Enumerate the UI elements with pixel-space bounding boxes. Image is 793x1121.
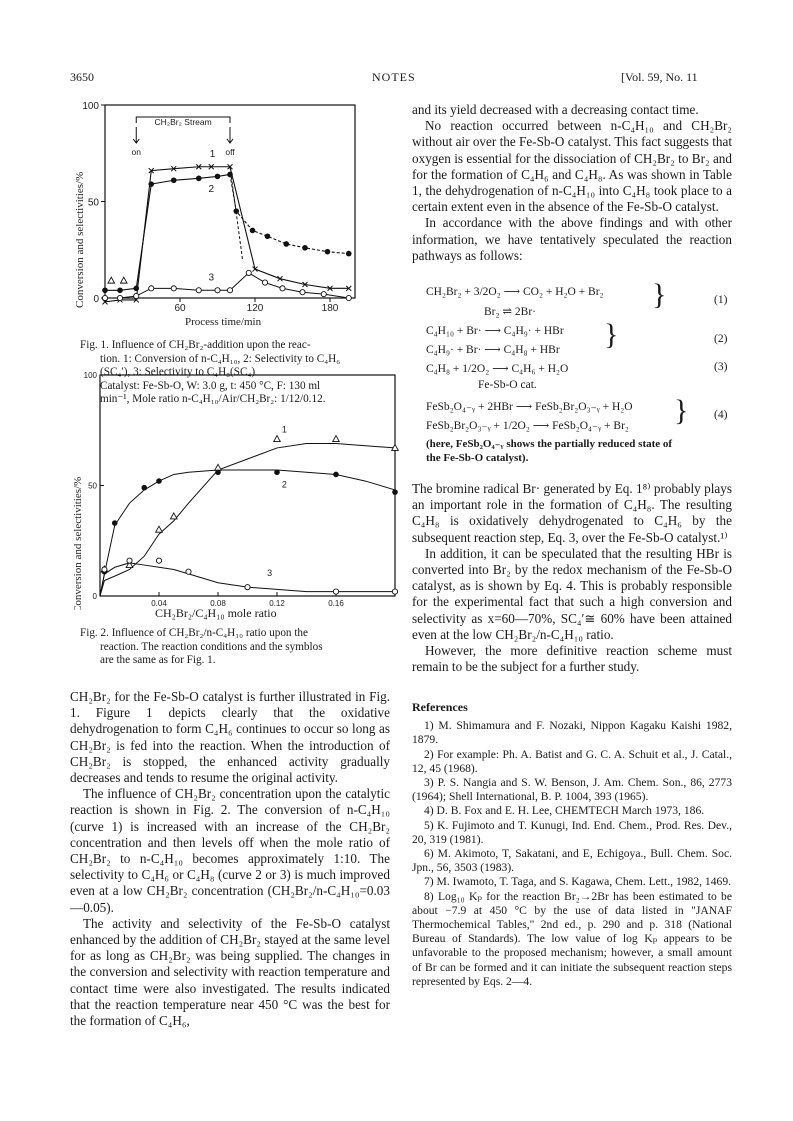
series-2-point — [141, 485, 147, 491]
series-3-point — [245, 585, 250, 590]
fig1-y-tick-label: 50 — [87, 197, 99, 209]
series-3-point — [246, 270, 251, 275]
series-3-point — [280, 286, 285, 291]
series-1-point — [170, 513, 177, 519]
caption-line: Catalyst: Fe-Sb-O, W: 3.0 g, t: 450 °C, F: 130 ml — [100, 379, 321, 392]
off-label: off — [225, 147, 235, 157]
fig1-x-tick-label: 180 — [321, 303, 339, 314]
brace: } — [652, 278, 667, 311]
equation-catalyst-label: Fe-Sb-O cat. — [478, 379, 537, 391]
series-2-label: 2 — [281, 479, 287, 490]
equation-note: (here, FeSb₂O₄₋ᵧ shows the partially reduced state of — [426, 438, 673, 450]
caption-line: min⁻¹, Mole ratio n-C₄H₁₀/Air/CH₂Br₂: 1/12/0.12. — [100, 393, 326, 406]
reference-item: 1) M. Shimamura and F. Nozaki, Nippon Kagaku Kaishi 1982, 1879. — [412, 719, 732, 747]
series-2-point — [102, 287, 108, 293]
fig2-y-tick-label: 50 — [88, 481, 97, 491]
equation-number: (3) — [714, 361, 728, 373]
series-1-line — [105, 167, 349, 302]
right-column-text-top — [412, 102, 732, 264]
reference-item: 6) M. Akimoto, T, Sakatani, and E, Echigoya., Bull. Chem. Soc. Jpn., 56, 3503 (1983). — [412, 847, 732, 875]
caption-line: Fig. 2. Influence of CH₂Br₂/n-C₄H₁₀ ratio upon the — [80, 627, 308, 639]
brace: } — [604, 318, 619, 351]
fig2-x-tick-label: 0.12 — [269, 599, 285, 608]
figure-2 — [65, 370, 400, 610]
series-3-point — [262, 280, 267, 285]
series-3-point — [392, 589, 397, 594]
series-2-point — [274, 469, 280, 475]
figure-2-caption — [80, 627, 378, 668]
paragraph: The bromine radical Br· generated by Eq. 1⁸⁾ probably plays an important role in the formation of C₄H₈. The resulting C₄H₈ is oxidatively dehydrogenated to C₄H₆ by the subsequent reaction step, Eq. 3, over the Fe-Sb-O catalyst.¹⁾ — [412, 481, 732, 545]
fig1-x-tick-label: 60 — [174, 303, 186, 314]
equation-number: (1) — [714, 294, 728, 306]
series-3-point — [127, 558, 132, 563]
caption-line: tion. 1: Conversion of n-C₄H₁₀, 2: Selectivity to C₄H₆ — [100, 352, 341, 365]
paragraph: No reaction occurred between n-C₄H₁₀ and CH₂Br₂ without air over the Fe-Sb-O catalyst. This fact suggests that oxygen is essential for the dissociation of CH₂Br₂ to Br₂ and for the formation of C₄H₆ and C₄H₈. As was shown in Table 1, the dehydrogenation of n-C₄H₁₀ into C₄H₈ took place to a certain extent even in the absence of the Fe-Sb-O catalyst. — [412, 118, 732, 215]
brace: } — [674, 394, 689, 427]
series-1-point — [120, 277, 127, 283]
series-3-point — [171, 286, 176, 291]
series-2-point — [346, 251, 352, 257]
section-title: NOTES — [372, 70, 416, 84]
reference-item: 3) P. S. Nangia and S. W. Benson, J. Am. Chem. Son., 86, 2773 (1964); Shell International, B. P. 1004, 393 (1965). — [412, 776, 732, 804]
series-3-point — [196, 288, 201, 293]
equation-line: C₄H₉· + Br· ⟶ C₄H₈ + HBr — [426, 344, 560, 356]
caption-line: reaction. The reaction conditions and the symblos — [100, 640, 323, 653]
right-column-text-bottom — [412, 481, 732, 675]
series-3-point — [134, 293, 139, 298]
series-2-point — [302, 245, 308, 251]
series-2-point — [148, 181, 154, 187]
paragraph: In addition, it can be speculated that the resulting HBr is converted into Br₂ by the redox mechanism of the Fe-Sb-O catalyst, as is shown by Eq. 4. This is probably responsible for the experimental fact that such a high conversion and selectivity as x=60—70%, SC₄′≅ 60% have been attained even at the low CH₂Br₂/n-C₄H₁₀ ratio. — [412, 545, 732, 642]
series-2-point — [333, 472, 339, 478]
left-column-text — [70, 689, 390, 1029]
fig2-x-tick-label: 0.08 — [210, 599, 226, 608]
volume-info: [Vol. 59, No. 11 — [621, 70, 698, 84]
series-2-point — [215, 469, 221, 475]
figure-1 — [65, 100, 365, 325]
equation-number: (2) — [714, 333, 728, 345]
paragraph: However, the more definitive reaction scheme must remain to be the subject for a further study. — [412, 643, 732, 675]
series-1-point — [215, 464, 222, 470]
series-1-point — [156, 526, 163, 532]
series-2-point — [215, 174, 221, 180]
series-1-point — [274, 436, 281, 442]
series-3-point — [186, 569, 191, 574]
series-2-point — [227, 172, 233, 178]
fig1-y-tick-label: 100 — [82, 101, 99, 112]
fig2-y-axis-label: Conversion and selectivities/% — [72, 476, 84, 610]
series-3-point — [215, 288, 220, 293]
series-1-label: 1 — [209, 149, 216, 161]
series-2-point — [117, 287, 123, 293]
reference-item: 8) Log₁₀ Kₚ for the reaction Br₂→2Br has been estimated to be about −7.9 at 450 °C by the use of data listed in "JANAF Thermochemical Tables," 2nd ed., p. 290 and p. 318 (National Bureau of Standards). The low value of log Kₚ appears to be unfavorable to the proposed mechanism; however, a small amount of Br can be formed and it can initiate the subsequent reaction steps represented by Eqs. 2—4. — [412, 889, 732, 988]
figure-2-chart — [65, 370, 400, 610]
series-3-point — [300, 290, 305, 295]
series-2-point — [250, 228, 256, 234]
page-number: 3650 — [70, 70, 94, 84]
series-3-point — [321, 292, 326, 297]
series-3-point — [117, 295, 122, 300]
series-3-point — [102, 295, 107, 300]
series-3-line — [100, 563, 395, 596]
equation-line: FeSb₂O₄₋ᵧ + 2HBr ⟶ FeSb₂Br₂O₃₋ᵧ + H₂O — [426, 401, 633, 413]
on-label: on — [131, 147, 141, 157]
series-2-point — [171, 177, 177, 183]
series-2-point — [196, 176, 202, 182]
series-2-point — [392, 489, 398, 495]
reference-item: 5) K. Fujimoto and T. Kunugi, Ind. End. Chem., Prod. Res. Dev., 20, 319 (1981). — [412, 818, 732, 846]
paragraph: CH₂Br₂ for the Fe-Sb-O catalyst is further illustrated in Fig. 1. Figure 1 depicts clearly that the oxidative dehydrogenation to form C₄H₆ continues to occur so long as CH₂Br₂ is fed into the reaction. When the introduction of CH₂Br₂ is stopped, the enhanced activity gradually decreases and tends to resume the original activity. — [70, 689, 390, 786]
paragraph: The activity and selectivity of the Fe-Sb-O catalyst enhanced by the addition of CH₂Br₂ stayed at the same level for as long as CH₂Br₂ was being supplied. The changes in the conversion and selectivity with reaction temperature and contact time were also investigated. The results indicated that the reaction temperature near 450 °C was the best for the formation of C₄H₆, — [70, 915, 390, 1029]
series-2-point — [156, 478, 162, 484]
series-1-line — [100, 444, 395, 596]
off-arrow-icon — [227, 127, 233, 143]
fig2-y-tick-label: 0 — [92, 592, 97, 601]
series-3-label: 3 — [267, 568, 273, 579]
fig2-x-tick-label: 0.16 — [328, 599, 344, 608]
series-1-decay-line — [230, 167, 243, 260]
reference-item: 7) M. Iwamoto, T. Taga, and S. Kagawa, Chem. Lett., 1982, 1469. — [424, 875, 732, 889]
equation-line: C₄H₈ + 1/2O₂ ⟶ C₄H₆ + H₂O — [426, 363, 569, 375]
reference-item: 2) For example: Ph. A. Batist and G. C. A. Schuit et al., J. Catal., 12, 45 (1968). — [412, 747, 732, 775]
equation-line: C₄H₁₀ + Br· ⟶ C₄H₉· + HBr — [426, 325, 564, 337]
series-3-label: 3 — [208, 272, 215, 284]
series-3-point — [156, 558, 161, 563]
reference-item: 4) D. B. Fox and E. H. Lee, CHEMTECH March 1973, 186. — [424, 804, 705, 818]
series-3-point — [227, 288, 232, 293]
series-2-point — [112, 520, 118, 526]
series-2-point — [133, 286, 139, 292]
fig2-x-axis-label: CH₂Br₂/C₄H₁₀ mole ratio — [155, 606, 277, 620]
paragraph: and its yield decreased with a decreasing contact time. — [412, 102, 699, 117]
equation-number: (4) — [714, 409, 728, 421]
series-3-point — [346, 295, 351, 300]
fig1-y-tick-label: 0 — [93, 294, 99, 305]
caption-line: (SC₄′), 3: Selectivity to C₄H₈(SC₄) — [100, 366, 256, 379]
series-3-point — [102, 567, 107, 572]
series-2-label: 2 — [208, 183, 215, 195]
fig1-x-tick-label: 120 — [246, 303, 264, 314]
references-title: References — [412, 700, 468, 714]
equation-note: the Fe-Sb-O catalyst). — [426, 452, 529, 464]
series-2-point — [283, 241, 289, 247]
series-3-point — [333, 589, 338, 594]
on-arrow-icon — [133, 127, 139, 143]
series-1-point — [108, 277, 115, 283]
equation-line: CH₂Br₂ + 3/2O₂ ⟶ CO₂ + H₂O + Br₂ — [426, 286, 604, 298]
paragraph: The influence of CH₂Br₂ concentration upon the catalytic reaction is shown in Fig. 2. The conversion of n-C₄H₁₀ (curve 1) is increased with an increase of the CH₂Br₂ concentration and then levels off when the mole ratio of CH₂Br₂ to n-C₄H₁₀ becomes approximately 1:10. The selectivity to C₄H₆ or C₄H₈ (curve 2 or 3) is much improved even at a low CH₂Br₂ concentration (CH₂Br₂/n-C₄H₁₀=0.03—0.05). — [70, 786, 390, 915]
series-2-point — [325, 249, 331, 255]
fig1-y-axis-label: Conversion and selectivities/% — [74, 171, 86, 308]
fig2-x-tick-label: 0.04 — [151, 599, 167, 608]
fig2-y-tick-label: 100 — [83, 371, 97, 380]
caption-line: are the same as for Fig. 1. — [100, 654, 216, 667]
series-2-point — [265, 233, 271, 239]
equation-line: Br₂ ⇌ 2Br· — [484, 306, 536, 318]
series-1-label: 1 — [281, 424, 287, 435]
references-section — [412, 700, 732, 989]
series-1-point — [333, 436, 340, 442]
fig1-x-axis-label: Process time/min — [185, 316, 262, 325]
stream-label: CH₂Br₂ Stream — [154, 117, 212, 127]
equation-line: FeSb₂Br₂O₃₋ᵧ + 1/2O₂ ⟶ FeSb₂O₄₋ᵧ + Br₂ — [426, 420, 629, 432]
series-3-point — [149, 286, 154, 291]
paragraph: In accordance with the above findings and with other information, we have tentatively speculated the reaction pathways as follows: — [412, 215, 732, 263]
caption-line: Fig. 1. Influence of CH₂Br₂-addition upon the reac- — [80, 339, 311, 351]
figure-1-chart — [65, 100, 365, 325]
